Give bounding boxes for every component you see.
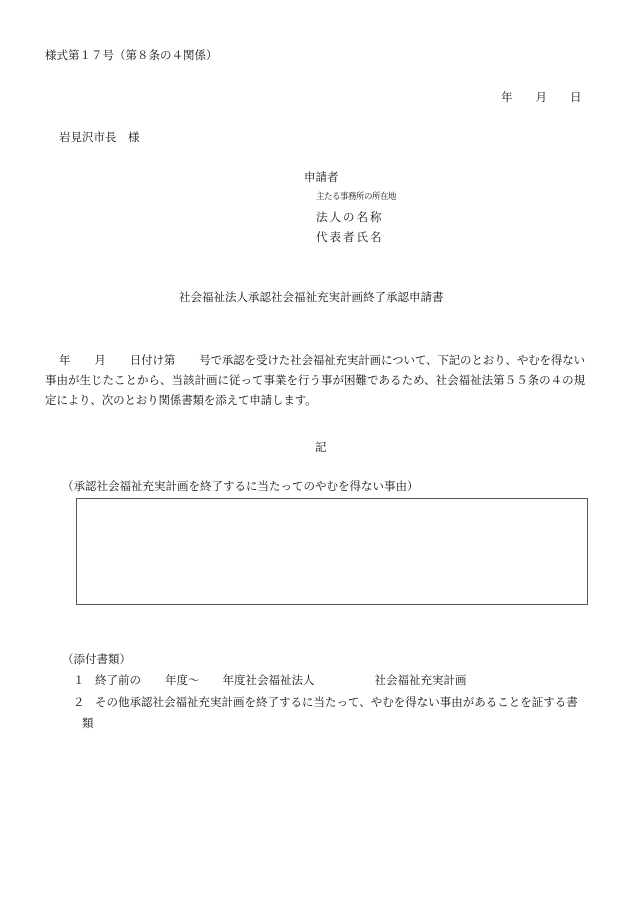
- attachment-item-2: [73, 697, 578, 709]
- attachment-text: 年度社会福祉法人: [222, 673, 315, 687]
- reason-input-box[interactable]: [76, 498, 588, 605]
- form-number: 様式第１７号（第８条の４関係）: [45, 48, 218, 62]
- body-text-rest: 号で承認を受けた社会福祉充実計画について、下記のとおり、やむを得ない事由が生じたことから、当該計画に従って事業を行う事が困難であるため、社会福祉法第５５条の４の規定により、次のとおり関係書類を添えて申請します。: [45, 353, 585, 407]
- date-month-label: 月: [535, 90, 547, 104]
- body-month-label: 月: [94, 353, 106, 367]
- attachment-text: 社会福祉充実計画: [374, 673, 467, 687]
- attachments-heading: （添付書類）: [62, 652, 131, 666]
- reason-heading: （承認社会福祉充実計画を終了するに当たってのやむを得ない事由）: [62, 479, 419, 493]
- attachment-text: その他承認社会福祉充実計画を終了するに当たって、やむを得ない事由があることを証する書: [95, 695, 578, 709]
- address-label: 主たる事務所の所在地: [316, 192, 397, 202]
- date-line: [501, 92, 582, 104]
- attachment-text: 終了前の: [95, 673, 141, 687]
- corporation-name-label: 法人の名称: [316, 210, 384, 224]
- body-paragraph: [45, 350, 585, 410]
- representative-name-label: 代表者氏名: [316, 230, 384, 244]
- document-title: 社会福祉法人承認社会福祉充実計画終了承認申請書: [179, 290, 444, 304]
- date-day-label: 日: [570, 90, 582, 104]
- attachment-item-2-continuation: 類: [82, 716, 94, 730]
- attachment-number: １: [73, 673, 85, 687]
- applicant-heading: 申請者: [304, 170, 339, 184]
- ki-heading: 記: [315, 440, 327, 454]
- addressee: 岩見沢市長 様: [59, 130, 140, 144]
- body-year-label: 年: [59, 353, 71, 367]
- date-year-label: 年: [501, 90, 513, 104]
- body-dated-label: 日付け第: [129, 353, 176, 367]
- attachment-number: ２: [73, 695, 85, 709]
- attachment-text: 年度～: [165, 673, 200, 687]
- attachment-item-1: [73, 675, 467, 687]
